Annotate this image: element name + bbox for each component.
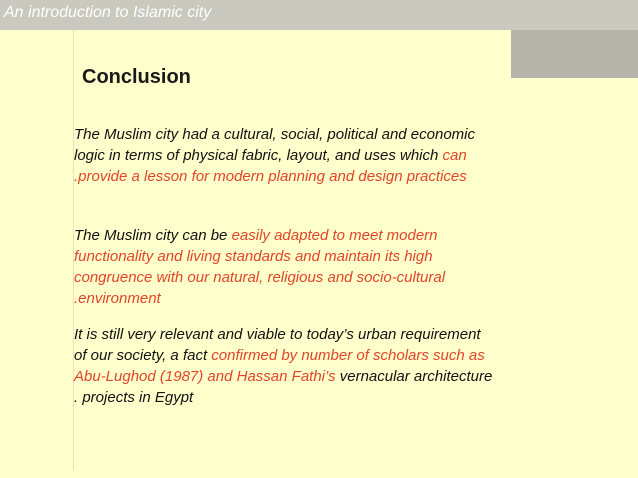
text-segment: It is still very relevant and viable to today’s urban requirement (74, 326, 481, 343)
slide-heading: Conclusion (82, 66, 191, 88)
paragraph-line (74, 366, 566, 387)
paragraph-line (74, 145, 566, 166)
paragraph-line (74, 124, 566, 145)
paragraph-line (74, 387, 566, 408)
highlighted-text: congruence with our natural, religious and socio-cultural (74, 269, 446, 286)
paragraph-line (74, 288, 566, 309)
paragraph-line (74, 225, 566, 246)
highlighted-text: functionality and living standards and maintain its high (74, 248, 433, 265)
paragraph-relevance (74, 324, 566, 408)
paragraph-line (74, 166, 566, 187)
highlighted-text: can (442, 147, 467, 164)
header-bar (0, 0, 638, 30)
highlighted-text: confirmed by number of scholars such as (211, 347, 485, 364)
paragraph-line (74, 345, 566, 366)
text-segment: . projects in Egypt (74, 389, 194, 406)
text-segment: logic in terms of physical fabric, layout, and uses which (74, 147, 443, 164)
highlighted-text: .environment (74, 290, 161, 307)
text-segment: of our society, a fact (74, 347, 212, 364)
presentation-title: An introduction to Islamic city (4, 4, 212, 21)
paragraph-muslim-city-logic (74, 124, 566, 187)
paragraph-line (74, 246, 566, 267)
highlighted-text: easily adapted to meet modern (231, 227, 438, 244)
accent-block (511, 30, 638, 78)
text-segment: The Muslim city had a cultural, social, political and economic (74, 126, 476, 143)
paragraph-line (74, 324, 566, 345)
paragraph-line (74, 267, 566, 288)
paragraph-adaptability (74, 225, 566, 309)
text-segment: vernacular architecture (339, 368, 493, 385)
highlighted-text: Abu-Lughod (1987) and Hassan Fathi’s (74, 368, 340, 385)
text-segment: The Muslim city can be (74, 227, 232, 244)
highlighted-text: .provide a lesson for modern planning and design practices (74, 168, 467, 185)
